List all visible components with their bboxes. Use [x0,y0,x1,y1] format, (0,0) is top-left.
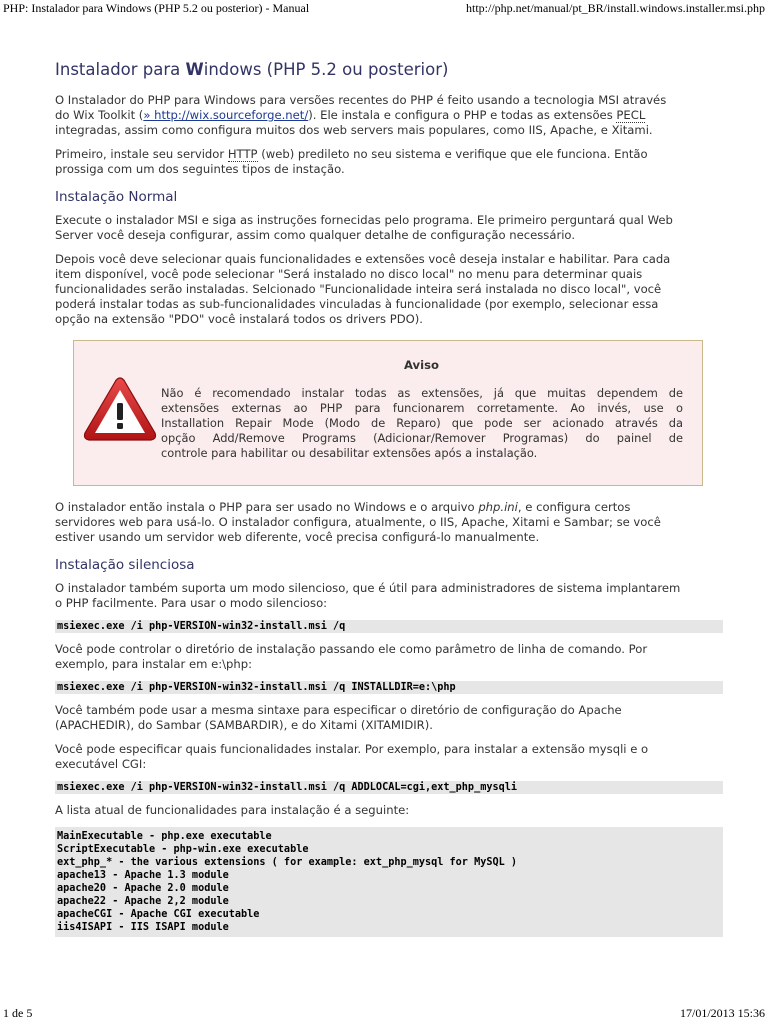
page-counter: 1 de 5 [3,1006,33,1020]
warning-title: Aviso [404,358,439,372]
silent-paragraph-2: Você pode controlar o diretório de instalação passando ele como parâmetro de linha de comando. Por exemplo, para instalar em e:\php: [55,642,648,671]
wix-link[interactable]: » http://wix.sourceforge.net/ [143,108,309,122]
pecl-abbr: PECL [616,108,646,122]
feature-line: apache20 - Apache 2.0 module [57,883,229,894]
warning-box [73,340,703,486]
code-block-addlocal: msiexec.exe /i php-VERSION-win32-install.msi /q ADDLOCAL=cgi,ext_php_mysqli [55,781,723,794]
code-block-silent: msiexec.exe /i php-VERSION-win32-install.msi /q [55,620,723,633]
print-header-url[interactable]: http://php.net/manual/pt_BR/install.windows.installer.msi.php [466,1,765,15]
code-block-features [55,827,723,937]
after-warning-paragraph: O instalador então instala o PHP para ser usado no Windows e o arquivo php.ini, e configura certos servidores web para usá-lo. O instalador configura, atualmente, o IIS, Apache, Xitami e Sambar; se você estiver usando um servidor web diferente, você precisa configurá-lo manualmente. [55,500,661,544]
heading-silent-install: Instalação silenciosa [55,557,195,573]
manual-content [55,60,723,946]
feature-line: ScriptExecutable - php-win.exe executable [57,844,309,855]
code-block-installdir: msiexec.exe /i php-VERSION-win32-install.msi /q INSTALLDIR=e:\php [55,681,723,694]
print-header [0,0,768,16]
warning-triangle-icon [82,375,158,443]
feature-line: apacheCGI - Apache CGI executable [57,909,260,920]
print-header-title: PHP: Instalador para Windows (PHP 5.2 ou posterior) - Manual [3,1,310,15]
feature-line: iis4ISAPI - IIS ISAPI module [57,922,229,933]
intro-paragraph: O Instalador do PHP para Windows para versões recentes do PHP é feito usando a tecnologia MSI através do Wix Toolkit (» http://wix.sourceforge.net/). Ele instala e configura o PHP e todas as extensões PECL integradas, assim como configura muitos dos web servers mais populares, como IIS, Apache, e Xitami. [55,93,667,137]
print-datetime: 17/01/2013 15:36 [679,1006,765,1020]
feature-line: apache13 - Apache 1.3 module [57,870,229,881]
page-title: Instalador para Windows (PHP 5.2 ou posterior) [55,60,449,79]
silent-paragraph-3: Você também pode usar a mesma sintaxe para especificar o diretório de configuração do Apache (APACHEDIR), do Sambar (SAMBARDIR), e do Xitami (XITAMIDIR). [55,703,622,732]
warning-text: Não é recomendado instalar todas as extensões, já que muitas dependem de extensões externas ao PHP para funcionarem corretamente. Ao invés, use o Installation Repair Mode (Modo de Reparo) que pode ser acionado através da opção Add/Remove Programs (Adicionar/Remover Programas) do painel de controle para habilitar ou desabilitar extensões após a instalação. [161,386,683,460]
print-footer [0,1004,768,1022]
feature-line: MainExecutable - php.exe executable [57,831,272,842]
silent-paragraph-5: A lista atual de funcionalidades para instalação é a seguinte: [55,803,410,817]
silent-paragraph-4: Você pode especificar quais funcionalidades instalar. Por exemplo, para instalar a extensão mysqli e o executável CGI: [55,742,649,771]
normal-paragraph-2: Depois você deve selecionar quais funcionalidades e extensões você deseja instalar e habilitar. Para cada item disponível, você pode selecionar "Será instalado no disco local" no menu para determinar quais funcionalidades serão instaladas. Selcionado "Funcionalidade inteira será instalada no disco local", você poderá instalar todas as sub-funcionalidades vinculadas à funcionalidade (por exemplo, selecionar essa opção na extensão "PDO" você instalará todos os drivers PDO). [55,252,671,326]
first-paragraph: Primeiro, instale seu servidor HTTP (web) predileto no seu sistema e verifique que ele funciona. Então prossiga com um dos seguintes tipos de instação. [55,147,648,176]
heading-normal-install: Instalação Normal [55,189,178,205]
silent-paragraph-1: O instalador também suporta um modo silencioso, que é útil para administradores de sistema implantarem o PHP facilmente. Para usar o modo silencioso: [55,581,681,610]
feature-line: ext_php_* - the various extensions ( for example: ext_php_mysql for MySQL ) [57,857,518,868]
http-abbr: HTTP [227,147,258,161]
normal-paragraph-1: Execute o instalador MSI e siga as instruções fornecidas pelo programa. Ele primeiro perguntará qual Web Server você deseja configurar, assim como qualquer detalhe de configuração necessário. [55,213,673,242]
feature-line: apache22 - Apache 2,2 module [57,896,229,907]
